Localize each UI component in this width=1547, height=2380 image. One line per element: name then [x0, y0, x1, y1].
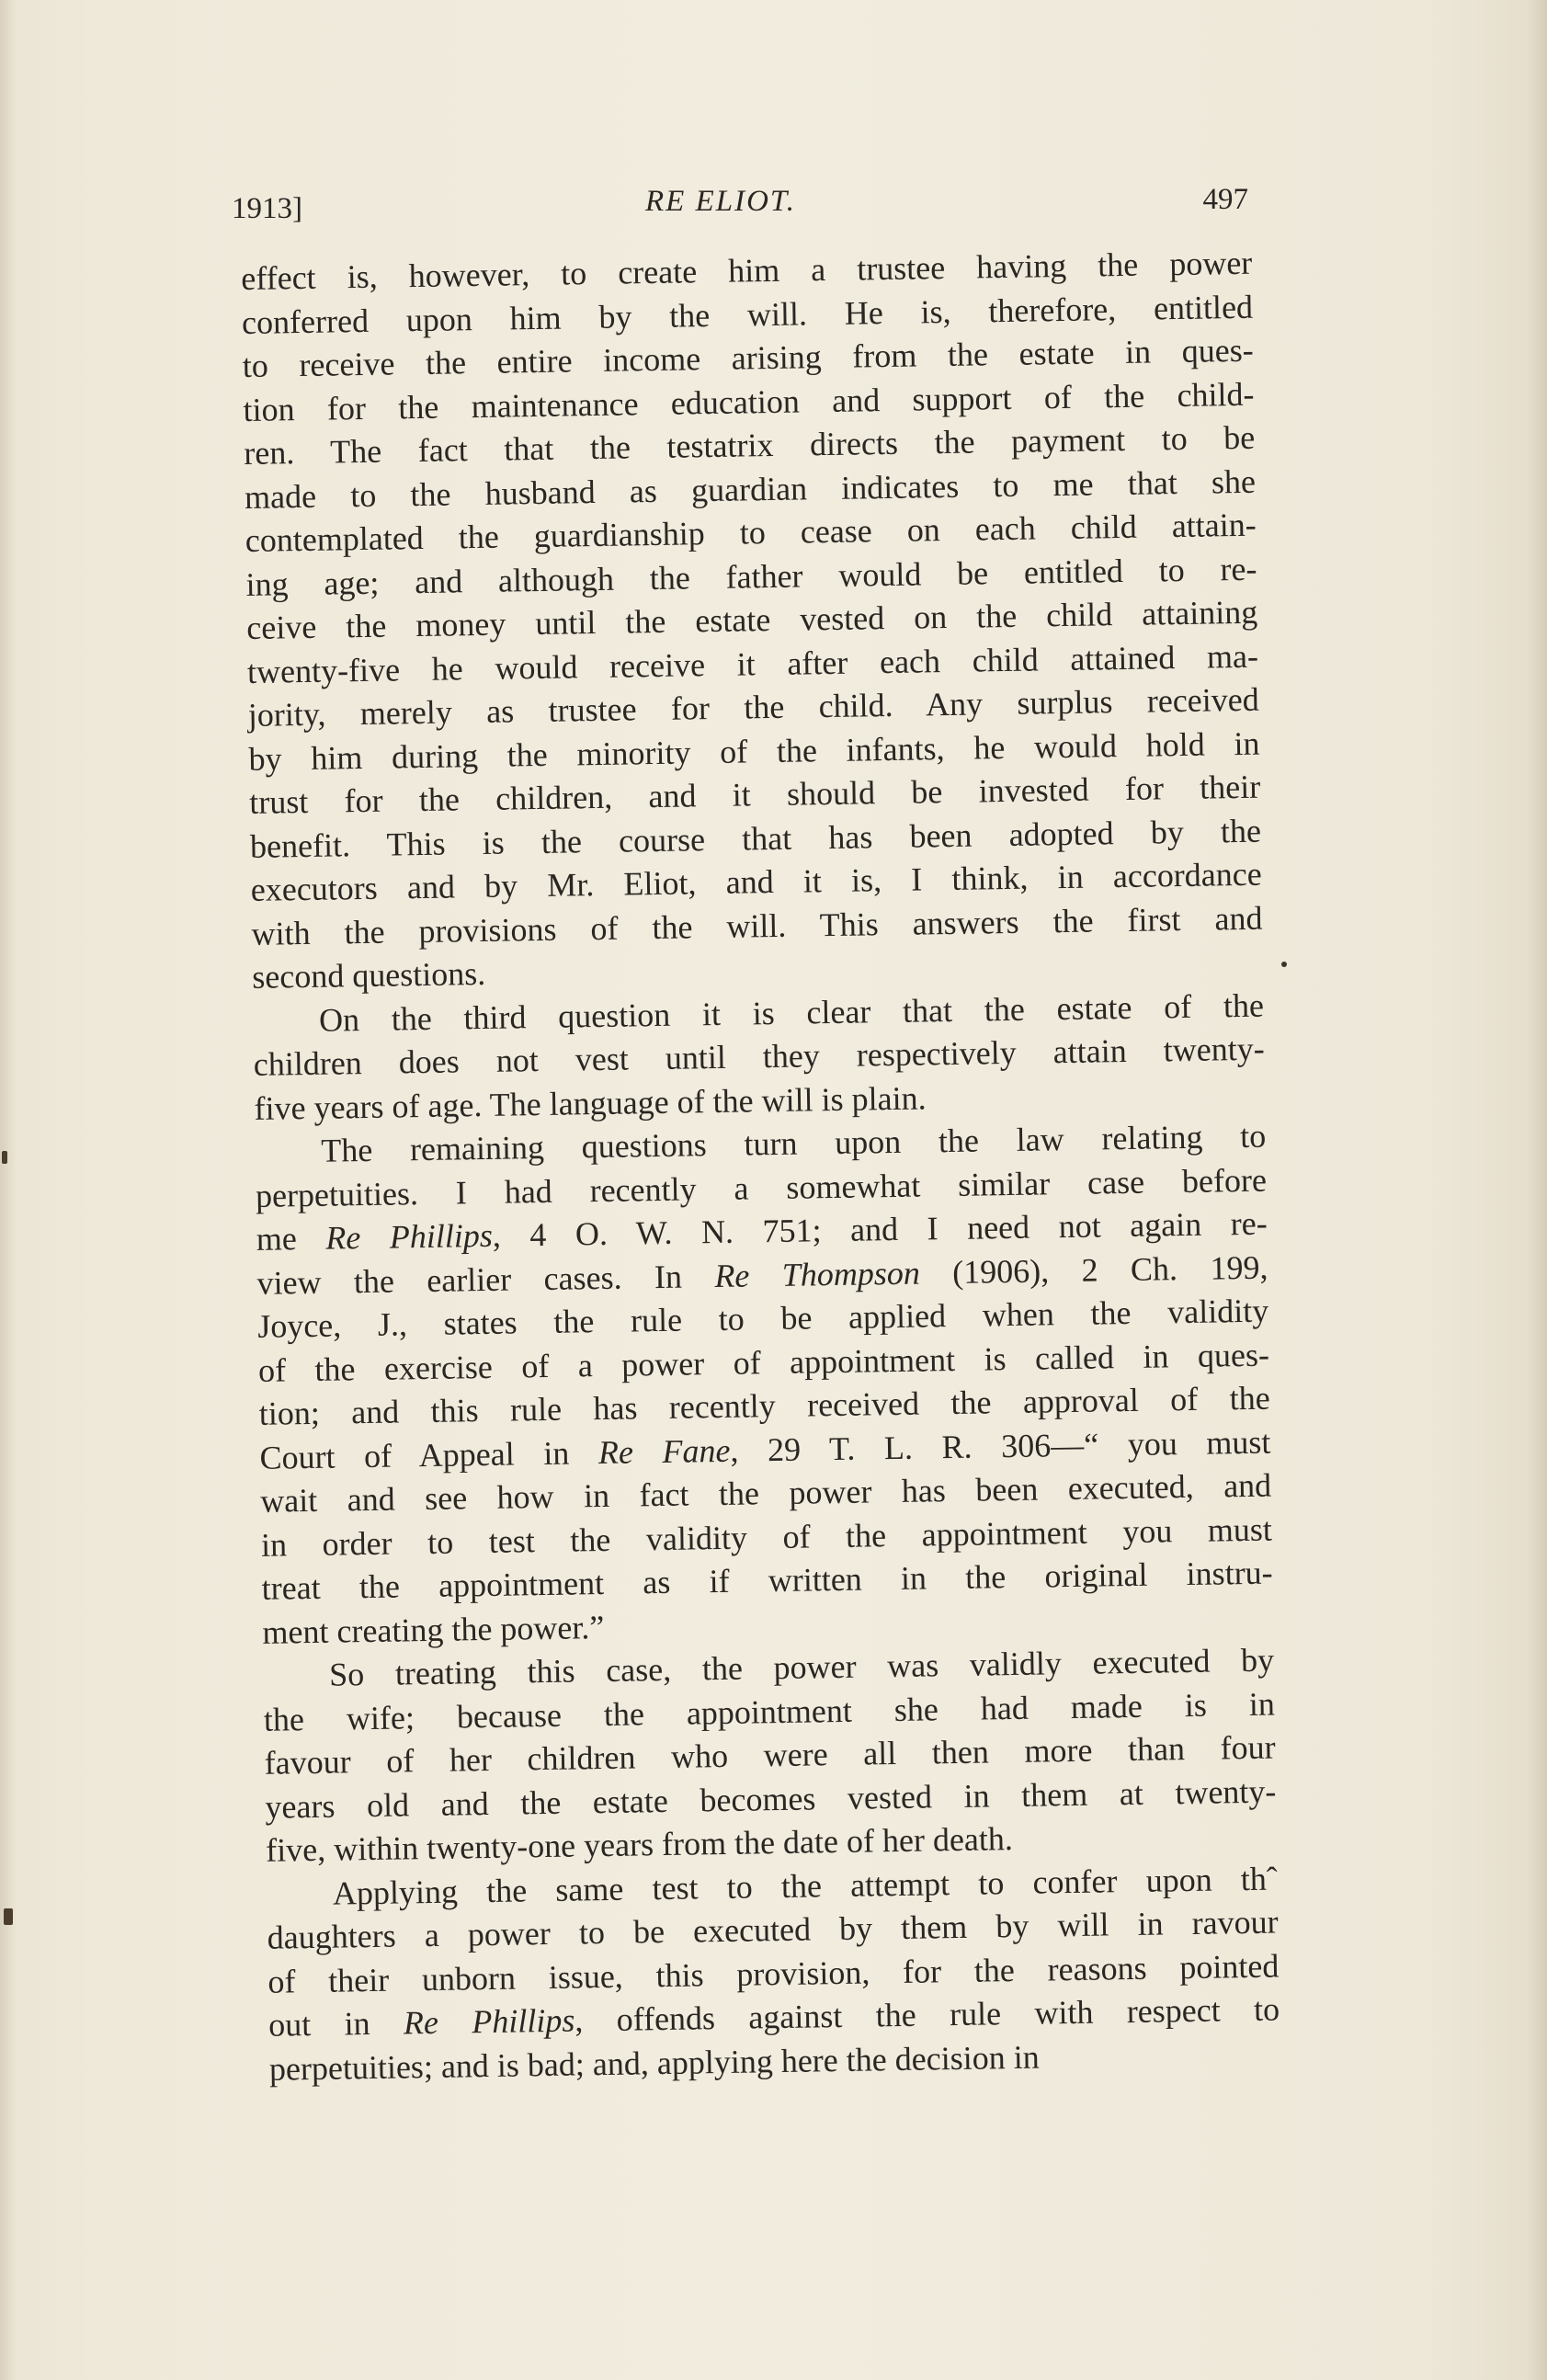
- text-line: five years of age. The language of the will is plain.: [254, 1078, 927, 1127]
- case-name: Re Phillips: [403, 2001, 575, 2042]
- text-line: years old and the estate becomes vested in them at twenty-: [265, 1772, 1277, 1826]
- text-line: effect is, however, to create him a trustee having the power: [241, 244, 1253, 297]
- text-line: made to the husband as guardian indicates to me that she: [244, 462, 1257, 516]
- text-line: Applying the same test to the attempt to confer upon thˆ: [332, 1860, 1279, 1912]
- text-line: wait and see how in fact the power has been executed, and: [259, 1466, 1272, 1520]
- text-line: with the provisions of the will. This answers the first and: [251, 899, 1263, 952]
- page-edge-shadow: [1527, 0, 1547, 2380]
- text-line: ceive the money until the estate vested on the child attaining: [246, 593, 1258, 646]
- paragraph: [253, 984, 1266, 1131]
- text-line: Court of Appeal in Re Fane, 29 T. L. R. 306—“ you must: [259, 1423, 1271, 1476]
- case-name: Re Thompson: [714, 1254, 921, 1294]
- text-line: trust for the children, and it should be invested for their: [249, 768, 1261, 821]
- stray-dot: [1281, 962, 1287, 967]
- text-line: ing age; and although the father would be entitled to re-: [245, 550, 1257, 603]
- text-line: favour of her children who were all then more than four: [264, 1728, 1276, 1782]
- running-head-title: RE ELIOT.: [645, 185, 797, 218]
- text-line: second questions.: [251, 954, 486, 996]
- text-line: in order to test the validity of the appointment you must: [260, 1510, 1273, 1564]
- text-line: out in Re Phillips, offends against the rule with respect to: [267, 1990, 1280, 2044]
- text-line: perpetuities; and is bad; and, applying here the decision in: [268, 2038, 1040, 2088]
- text-line: daughters a power to be executed by them by will in ravour: [267, 1903, 1279, 1956]
- text-line: contemplated the guardianship to cease on each child attain-: [245, 506, 1257, 559]
- text-line: me Re Phillips, 4 O. W. N. 751; and I need not again re-: [256, 1204, 1268, 1258]
- page-number: 497: [1202, 183, 1248, 216]
- text-line: So treating this case, the power was validly executed by: [328, 1641, 1275, 1693]
- text-line: On the third question it is clear that the estate of the: [318, 986, 1265, 1039]
- text-line: benefit. This is the course that has been adopted by the: [249, 812, 1262, 865]
- text-line: treat the appointment as if written in the original instru-: [261, 1554, 1273, 1607]
- paragraph: [241, 242, 1264, 1000]
- running-head: [232, 177, 1268, 225]
- text-line: of the exercise of a power of appointment is called in ques-: [257, 1336, 1270, 1389]
- text-line: the wife; because the appointment she had made is in: [263, 1685, 1276, 1738]
- case-name: Re Fane: [597, 1431, 731, 1471]
- text-line: ment creating the power.”: [262, 1608, 605, 1651]
- running-head-year: 1913]: [232, 192, 302, 225]
- paragraph: [255, 1115, 1274, 1655]
- case-name: Re Phillips: [324, 1216, 494, 1257]
- text-line: tion; and this rule has recently received the approval of the: [258, 1379, 1270, 1432]
- text-line: The remaining questions turn upon the law relating to: [320, 1117, 1267, 1169]
- text-line: conferred upon him by the will. He is, therefore, entitled: [241, 288, 1254, 341]
- text-line: ren. The fact that the testatrix directs the payment to be: [244, 418, 1256, 472]
- text-line: by him during the minority of the infants, he would hold in: [248, 724, 1260, 778]
- body-text: [241, 242, 1280, 2091]
- text-line: tion for the maintenance education and support of the child-: [243, 375, 1255, 428]
- text-line: perpetuities. I had recently a somewhat similar case before: [255, 1161, 1268, 1214]
- text-line: twenty-five he would receive it after each child attained ma-: [246, 637, 1259, 690]
- text-line: of their unborn issue, this provision, for the reasons pointed: [267, 1946, 1280, 2000]
- text-line: jority, merely as trustee for the child. Any surplus received: [247, 680, 1260, 734]
- text-line: five, within twenty-one years from the date of her death.: [265, 1820, 1014, 1869]
- margin-tick-mark: [2, 1151, 7, 1164]
- gutter-shadow: [0, 0, 17, 2380]
- text-line: executors and by Mr. Eliot, and it is, I think, in accordance: [250, 855, 1262, 908]
- text-line: view the earlier cases. In Re Thompson (1906), 2 Ch. 199,: [256, 1248, 1268, 1302]
- text-line: Joyce, J., states the rule to be applied when the validity: [256, 1292, 1269, 1345]
- margin-tick-mark: [4, 1908, 13, 1925]
- text-line: to receive the entire income arising from the estate in ques-: [242, 331, 1255, 384]
- paragraph: [263, 1639, 1278, 1873]
- text-line: children does not vest until they respectively attain twenty-: [253, 1030, 1265, 1083]
- paragraph: [267, 1857, 1281, 2091]
